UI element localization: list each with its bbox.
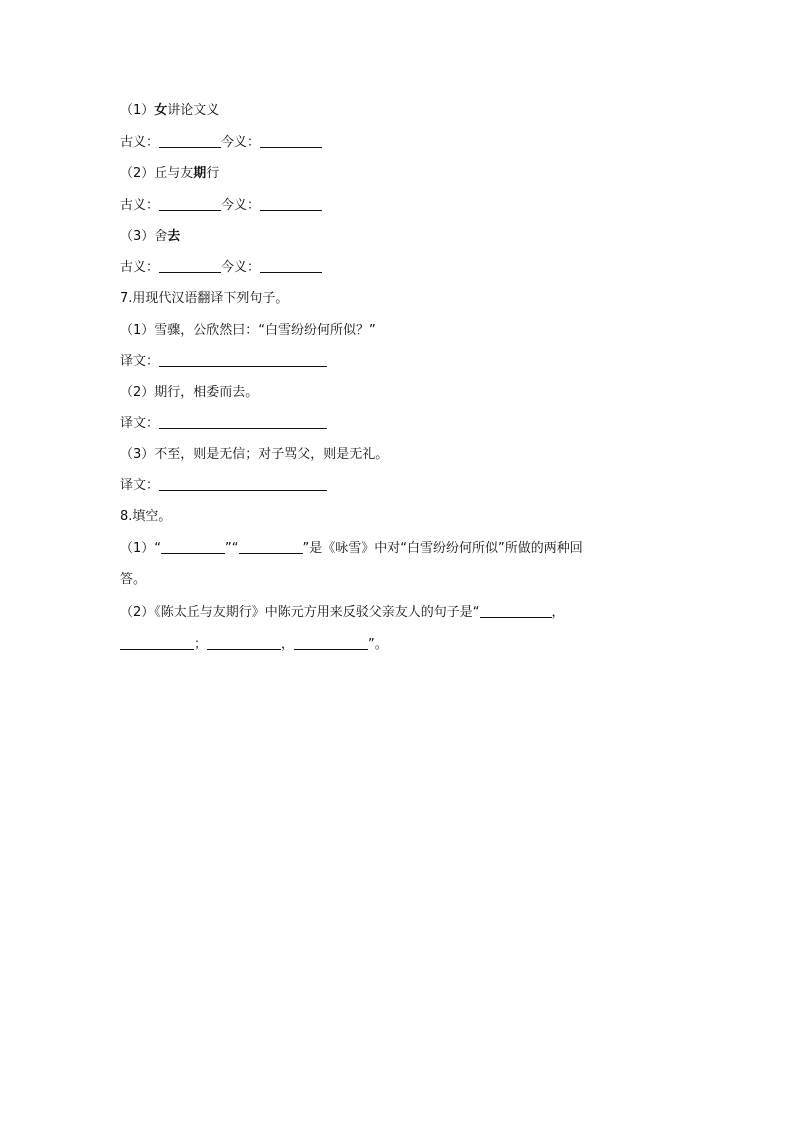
translation-blank[interactable]	[159, 352, 327, 367]
q8-part-2-wrap	[120, 635, 388, 655]
phrase-text: 行	[206, 166, 220, 181]
fill-blank[interactable]	[480, 603, 552, 618]
q8-title: 8.填空。	[120, 509, 172, 524]
q7-sentence-2: （2）期行，相委而去。	[120, 385, 259, 400]
q6-answer-1	[120, 133, 322, 153]
q7-title: 7.用现代汉语翻译下列句子。	[120, 291, 289, 306]
translation-blank[interactable]	[159, 414, 327, 429]
fill-blank[interactable]	[120, 635, 194, 650]
item-number: （1）	[120, 103, 155, 118]
modern-meaning-label: 今义：	[221, 198, 261, 213]
q7-sentence-1: （1）雪骤，公欣然曰：“白雪纷纷何所似？”	[120, 323, 376, 338]
q6-answer-2	[120, 196, 322, 216]
translation-label: 译文：	[120, 416, 160, 431]
quote-mark: ”	[225, 541, 232, 556]
answer-blank[interactable]	[260, 196, 322, 211]
q6-item-3	[120, 227, 180, 247]
answer-blank[interactable]	[260, 258, 322, 273]
fill-blank[interactable]	[207, 635, 281, 650]
punctuation: ，	[281, 637, 295, 652]
ancient-meaning-label: 古义：	[120, 198, 160, 213]
ancient-meaning-label: 古义：	[120, 260, 160, 275]
q7-translation-2	[120, 414, 327, 434]
translation-label: 译文：	[120, 354, 160, 369]
fill-blank[interactable]	[161, 539, 225, 554]
quote-mark: “	[154, 541, 162, 556]
q6-item-2	[120, 164, 219, 184]
translation-blank[interactable]	[159, 476, 327, 491]
ancient-meaning-label: 古义：	[120, 135, 160, 150]
item-number: （1）	[120, 541, 155, 556]
q7-sentence-3: （3）不至，则是无信；对子骂父，则是无礼。	[120, 447, 389, 462]
fill-blank[interactable]	[294, 635, 368, 650]
quote-mark: “	[231, 541, 239, 556]
q8-part-1-wrap: 答。	[120, 572, 147, 587]
answer-blank[interactable]	[159, 196, 221, 211]
key-character: 期	[193, 166, 207, 181]
q8-part-1	[120, 539, 583, 559]
item-number: （2）	[120, 166, 155, 181]
phrase-text: 舍	[154, 229, 168, 244]
q6-item-1	[120, 101, 219, 121]
question-text: （2）《陈太丘与友期行》中陈元方用来反驳父亲友人的句子是“	[120, 605, 480, 620]
answer-blank[interactable]	[159, 133, 221, 148]
translation-label: 译文：	[120, 478, 160, 493]
phrase-text: 丘与友	[154, 166, 194, 181]
q7-translation-3	[120, 476, 327, 496]
phrase-text: 讲论文义	[167, 103, 220, 118]
item-number: （3）	[120, 229, 155, 244]
answer-blank[interactable]	[159, 258, 221, 273]
modern-meaning-label: 今义：	[221, 260, 261, 275]
punctuation: ”。	[368, 637, 388, 652]
quote-mark: ”	[302, 541, 310, 556]
q8-part-2	[120, 603, 565, 623]
q7-translation-1	[120, 352, 327, 372]
punctuation: ；	[194, 637, 208, 652]
key-character: 去	[167, 229, 181, 244]
fill-blank[interactable]	[239, 539, 303, 554]
key-character: 女	[154, 103, 168, 118]
question-text: 是《咏雪》中对“白雪纷纷何所似”所做的两种回	[309, 541, 583, 556]
punctuation: ，	[551, 605, 565, 620]
answer-blank[interactable]	[260, 133, 322, 148]
modern-meaning-label: 今义：	[221, 135, 261, 150]
q6-answer-3	[120, 258, 322, 278]
